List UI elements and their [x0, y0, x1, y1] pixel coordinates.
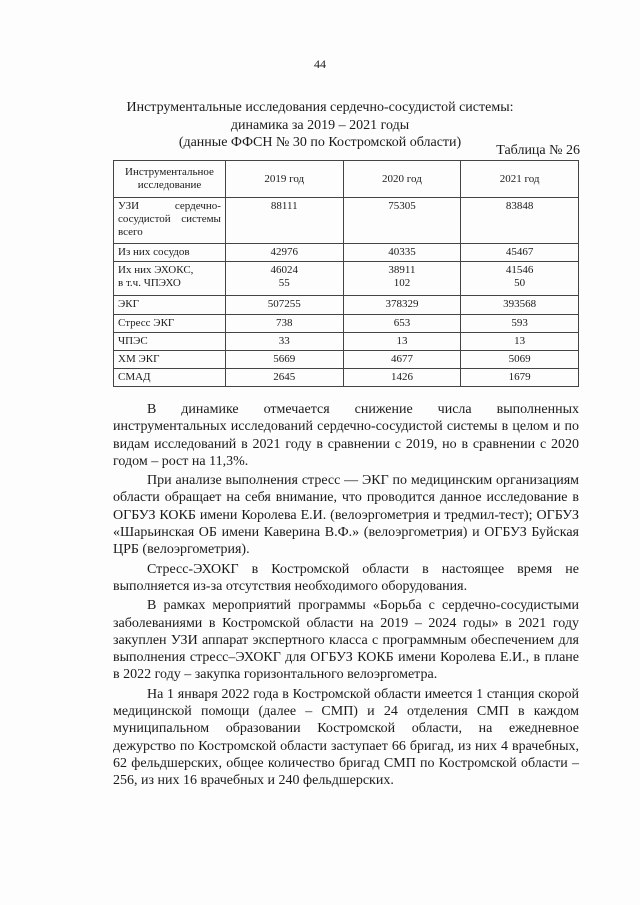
page-number: 44	[314, 57, 326, 71]
cell-2020: 40335	[343, 244, 461, 262]
row-label-text: УЗИ сердечно-сосудистой системы всего	[118, 200, 221, 238]
paragraph-3: Стресс-ЭХОКГ в Костромской области в настоящее время не выполняется из-за отсутствия необходимого оборудования.	[113, 561, 579, 594]
paragraph-2: При анализе выполнения стресс — ЭКГ по медицинским организациям области обращает на себя внимание, что проводится данное исследование в ОГБУЗ КОКБ имени Королева Е.И. (велоэргометрия и тредмил-тест); ОГБУЗ «Шарьинская ОБ имени Каверина В.Ф.» (велоэргометрия) и ОГБУЗ Буйская ЦРБ (велоэргометрия).	[113, 473, 579, 558]
cell-value-sub: 50	[514, 277, 526, 289]
cell-2021: 45467	[461, 244, 579, 262]
row-label: Стресс ЭКГ	[114, 315, 226, 333]
cell-2020: 13	[343, 333, 461, 351]
cell-2020: 75305	[343, 198, 461, 244]
cell-2019: 2645	[225, 369, 343, 387]
cell-2019: 42976	[225, 244, 343, 262]
row-label	[114, 262, 226, 296]
cell-2020: 4677	[343, 351, 461, 369]
cell-2019: 88111	[225, 198, 343, 244]
row-label: ЧПЭС	[114, 333, 226, 351]
table-row	[114, 198, 579, 244]
cell-2021: 593	[461, 315, 579, 333]
cell-2021: 13	[461, 333, 579, 351]
cell-2021: 1679	[461, 369, 579, 387]
title-line-3: (данные ФФСН № 30 по Костромской области)	[178, 135, 462, 150]
cell-2021: 393568	[461, 296, 579, 315]
cell-2019: 5669	[225, 351, 343, 369]
table-row	[114, 369, 579, 387]
table-header-row	[114, 161, 579, 198]
cell-value-sub: 55	[278, 277, 290, 289]
cell-2020: 653	[343, 315, 461, 333]
cell-2020	[343, 262, 461, 296]
cell-2019: 507255	[225, 296, 343, 315]
header-2019: 2019 год	[225, 161, 343, 198]
cell-2020: 378329	[343, 296, 461, 315]
cell-value: 46024	[270, 264, 299, 276]
title-line-1: Инструментальные исследования сердечно-сосудистой системы:	[126, 100, 514, 115]
table-row	[114, 244, 579, 262]
paragraph-1: В динамике отмечается снижение числа выполненных инструментальных исследований сердечно-сосудистой системы в целом и по видам исследований в 2021 году в сравнении с 2019, но в сравнении с 2020 годом – рост на 11,3%.	[113, 402, 579, 469]
row-label-line-1: Их них ЭХОКС,	[118, 264, 194, 276]
instrumental-studies-table	[113, 160, 579, 387]
cell-value-sub: 102	[393, 277, 411, 289]
cell-2021: 5069	[461, 351, 579, 369]
body-text	[113, 401, 579, 792]
table-row	[114, 315, 579, 333]
cell-2019: 33	[225, 333, 343, 351]
row-label-line-2: в т.ч. ЧПЭХО	[118, 277, 181, 289]
table-row	[114, 333, 579, 351]
row-label: ЭКГ	[114, 296, 226, 315]
cell-2019	[225, 262, 343, 296]
row-label: СМАД	[114, 369, 226, 387]
header-2021: 2021 год	[461, 161, 579, 198]
header-study: Инструментальное исследование	[114, 161, 226, 198]
row-label: ХМ ЭКГ	[114, 351, 226, 369]
row-label: Из них сосудов	[114, 244, 226, 262]
paragraph-4: В рамках мероприятий программы «Борьба с сердечно-сосудистыми заболеваниями в Костромской области на 2019 – 2024 годы» в 2021 году закуплен УЗИ аппарат экспертного класса с программным обеспечением для выполнения стресс–ЭХОКГ для ОГБУЗ КОКБ имени Королева Е.И., в плане в 2022 году – закупка горизонтального велоэргометра.	[113, 598, 579, 683]
table-row	[114, 296, 579, 315]
cell-value: 41546	[505, 264, 534, 276]
cell-2021	[461, 262, 579, 296]
paragraph-5: На 1 января 2022 года в Костромской области имеется 1 станция скорой медицинской помощи (далее – СМП) и 24 отделения СМП в каждом муниципальном образовании Костромской области, на ежедневное дежурство по Костромской области заступает 66 бригад, из них 4 врачебных, 62 фельдшерских, общее количество бригад СМП по Костромской области – 256, из них 16 врачебных и 240 фельдшерских.	[113, 686, 579, 789]
table-caption: Таблица № 26	[496, 143, 580, 158]
cell-2020: 1426	[343, 369, 461, 387]
header-2020: 2020 год	[343, 161, 461, 198]
cell-2021: 83848	[461, 198, 579, 244]
cell-2019: 738	[225, 315, 343, 333]
title-line-2: динамика за 2019 – 2021 годы	[230, 117, 410, 133]
row-label	[114, 198, 226, 244]
cell-value: 38911	[388, 264, 416, 276]
table-row	[114, 351, 579, 369]
table-row	[114, 262, 579, 296]
